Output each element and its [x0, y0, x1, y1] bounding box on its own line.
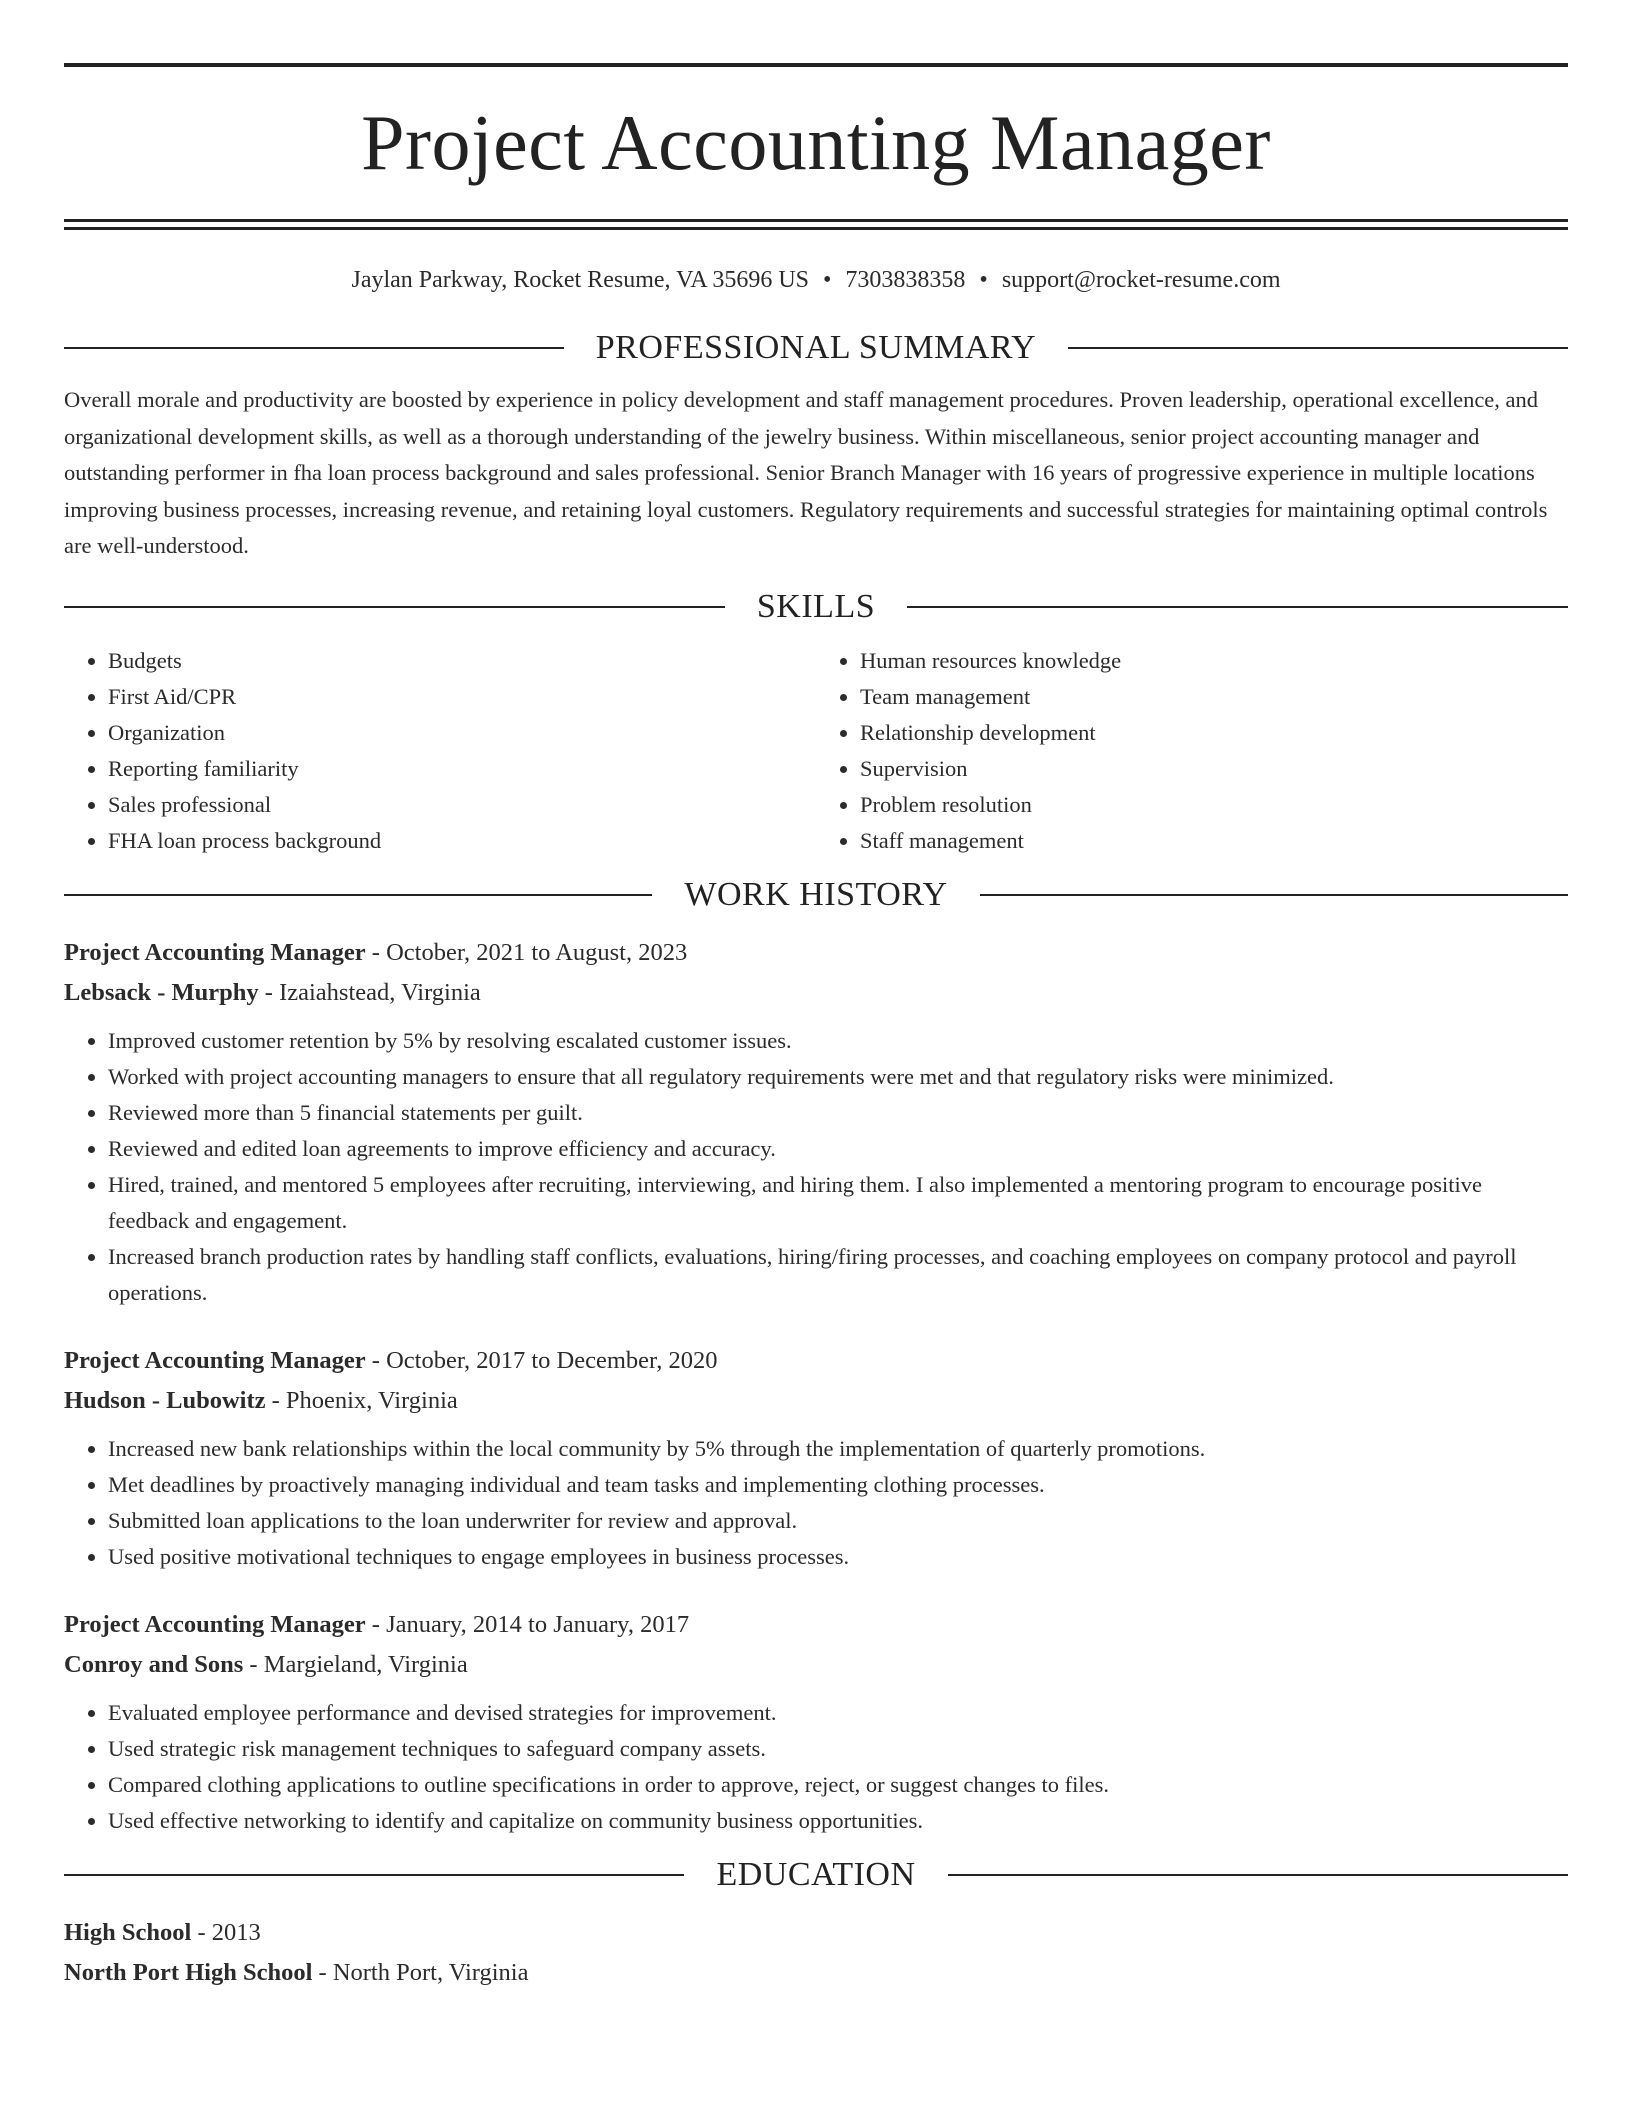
job-dates: - October, 2021 to August, 2023: [365, 938, 688, 966]
job-bullets: [64, 1431, 1568, 1575]
job-bullet: • Used positive motivational techniques to engage employees in business processes.: [108, 1539, 1568, 1575]
job-company-line: [64, 1381, 1568, 1421]
skills-section-header: [64, 587, 1568, 627]
contact-separator: •: [979, 267, 988, 293]
education-entry: [64, 1913, 1568, 1993]
job-location: - Margieland, Virginia: [243, 1650, 468, 1678]
job-bullet: • Worked with project accounting managers to ensure that all regulatory requirements were met and that regulatory risks were minimized.: [108, 1059, 1568, 1095]
job-bullet: • Submitted loan applications to the loan underwriter for review and approval.: [108, 1503, 1568, 1539]
skill-item: • Staff management: [860, 823, 1568, 859]
skill-item: • Organization: [108, 715, 816, 751]
section-rule: [64, 1874, 684, 1876]
contact-email: support@rocket-resume.com: [1001, 267, 1281, 293]
job-location: - Phoenix, Virginia: [265, 1386, 458, 1414]
skills-list: [64, 643, 1568, 859]
job-title-line: [64, 933, 1568, 973]
skill-item: • Problem resolution: [860, 787, 1568, 823]
resume-content: [64, 0, 1568, 1993]
work-section-header: [64, 875, 1568, 915]
job-title: Project Accounting Manager: [64, 1610, 366, 1638]
job-bullets: [64, 1023, 1568, 1311]
contact-separator: •: [823, 267, 832, 293]
education-year: - 2013: [191, 1918, 261, 1946]
job-company-line: [64, 1645, 1568, 1685]
job-entry: [64, 1605, 1568, 1839]
skill-item: • Human resources knowledge: [860, 643, 1568, 679]
section-rule: [1068, 347, 1568, 349]
contact-line: [64, 264, 1568, 296]
education-degree-line: [64, 1913, 1568, 1953]
job-company: Conroy and Sons: [64, 1650, 244, 1678]
job-location: - Izaiahstead, Virginia: [258, 978, 481, 1006]
skills-heading: SKILLS: [756, 587, 876, 625]
job-entry: [64, 933, 1568, 1311]
contact-phone: 7303838358: [845, 267, 966, 293]
job-bullet: • Hired, trained, and mentored 5 employees after recruiting, interviewing, and hiring them. I also implemented a mentoring program to encourage positive feedback and engagement.: [108, 1167, 1568, 1239]
skill-item: • First Aid/CPR: [108, 679, 816, 715]
summary-heading: PROFESSIONAL SUMMARY: [595, 329, 1037, 366]
job-bullet: • Evaluated employee performance and devised strategies for improvement.: [108, 1695, 1568, 1731]
job-bullet: • Met deadlines by proactively managing individual and team tasks and implementing clothing processes.: [108, 1467, 1568, 1503]
job-dates: - January, 2014 to January, 2017: [365, 1610, 690, 1638]
work-heading: WORK HISTORY: [684, 875, 948, 913]
skills-column-left: [64, 643, 816, 859]
job-dates: - October, 2017 to December, 2020: [365, 1346, 718, 1374]
job-bullet: • Increased new bank relationships within the local community by 5% through the implementation of quarterly promotions.: [108, 1431, 1568, 1467]
skill-item: • Supervision: [860, 751, 1568, 787]
job-company: Hudson - Lubowitz: [64, 1386, 266, 1414]
top-rule: [64, 63, 1568, 67]
skill-item: • Team management: [860, 679, 1568, 715]
summary-text: Overall morale and productivity are boosted by experience in policy development and staff management procedures. Proven leadership, operational excellence, and organizational development skills, as well as a thorough understanding of the jewelry business. Within miscellaneous, senior project accounting manager and outstanding performer in fha loan process background and sales professional. Senior Branch Manager with 16 years of progressive experience in multiple locations improving business processes, increasing revenue, and retaining loyal customers. Regulatory requirements and successful strategies for maintaining optimal controls are well-understood.: [64, 387, 1548, 558]
job-bullet: • Increased branch production rates by handling staff conflicts, evaluations, hiring/firing processes, and coaching employees on company protocol and payroll operations.: [108, 1239, 1568, 1311]
job-bullet: • Used strategic risk management techniques to safeguard company assets.: [108, 1731, 1568, 1767]
education-location: - North Port, Virginia: [312, 1958, 529, 1986]
section-rule: [980, 894, 1568, 896]
contact-address: Jaylan Parkway, Rocket Resume, VA 35696 US: [351, 267, 810, 293]
job-bullet: • Used effective networking to identify and capitalize on community business opportunities.: [108, 1803, 1568, 1839]
skill-item: • Budgets: [108, 643, 816, 679]
skills-column-right: [816, 643, 1568, 859]
job-entry: [64, 1341, 1568, 1575]
education-school: North Port High School: [64, 1958, 313, 1986]
education-school-line: [64, 1953, 1568, 1993]
job-title: Project Accounting Manager: [64, 1346, 366, 1374]
section-rule: [64, 606, 725, 608]
education-heading: EDUCATION: [716, 1855, 916, 1893]
title-double-rule: [64, 219, 1568, 230]
job-bullet: • Improved customer retention by 5% by resolving escalated customer issues.: [108, 1023, 1568, 1059]
job-title-line: [64, 1605, 1568, 1645]
section-rule: [948, 1874, 1568, 1876]
skill-item: • Relationship development: [860, 715, 1568, 751]
section-rule: [64, 347, 564, 349]
job-company: Lebsack - Murphy: [64, 978, 259, 1006]
job-title: Project Accounting Manager: [64, 938, 366, 966]
skill-item: • Reporting familiarity: [108, 751, 816, 787]
job-bullet: • Reviewed and edited loan agreements to improve efficiency and accuracy.: [108, 1131, 1568, 1167]
job-bullets: [64, 1695, 1568, 1839]
summary-section-header: [64, 328, 1568, 368]
job-title-line: [64, 1341, 1568, 1381]
resume-title: Project Accounting Manager: [361, 99, 1271, 186]
section-rule: [907, 606, 1568, 608]
education-section-header: [64, 1855, 1568, 1895]
section-rule: [64, 894, 652, 896]
job-bullet: • Compared clothing applications to outline specifications in order to approve, reject, or suggest changes to files.: [108, 1767, 1568, 1803]
skill-item: • FHA loan process background: [108, 823, 816, 859]
job-company-line: [64, 973, 1568, 1013]
skill-item: • Sales professional: [108, 787, 816, 823]
education-degree: High School: [64, 1918, 192, 1946]
job-bullet: • Reviewed more than 5 financial statements per guilt.: [108, 1095, 1568, 1131]
